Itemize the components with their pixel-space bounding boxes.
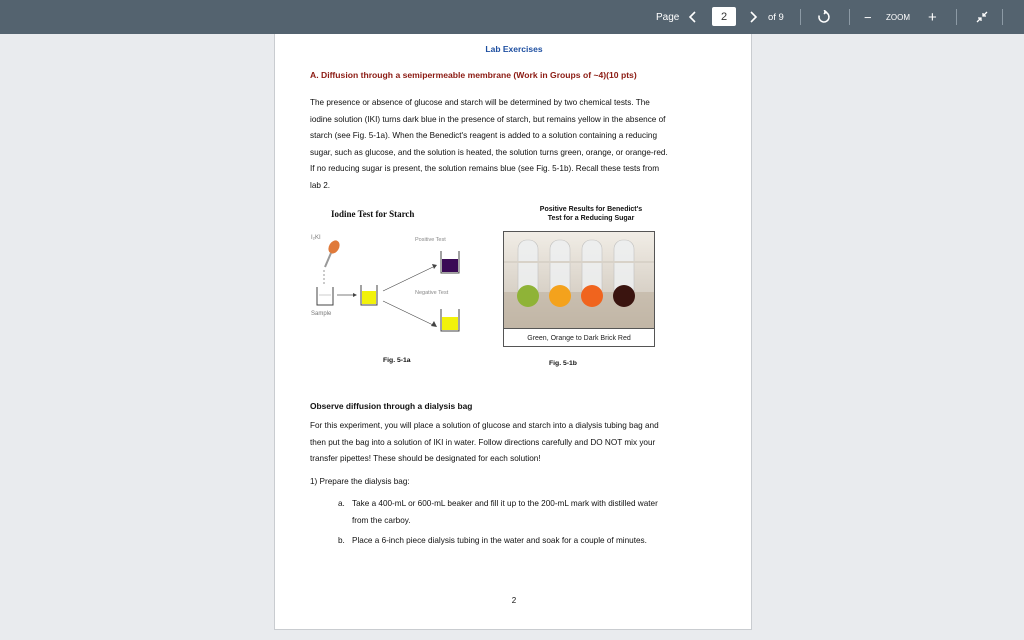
text-line: lab 2. <box>310 180 331 190</box>
toolbar-divider <box>800 9 801 25</box>
iki-label: I₂KI <box>311 235 321 241</box>
dropper-bulb <box>326 238 342 255</box>
zoom-out-button[interactable]: − <box>864 9 872 25</box>
orange-red-result <box>581 285 603 307</box>
negative-label: Negative Test <box>415 290 449 296</box>
text-line: from the carboy. <box>352 515 411 525</box>
step-a <box>352 496 732 529</box>
negative-yellow-fill <box>442 317 458 330</box>
chevron-right-icon <box>748 11 758 23</box>
text-line: If no reducing sugar is present, the solution remains blue (see Fig. 5-1b). Recall these tests from <box>310 164 660 174</box>
section-title: A. Diffusion through a semipermeable membrane (Work in Groups of ~4)(10 pts) <box>310 70 637 80</box>
observe-title: Observe diffusion through a dialysis bag <box>310 401 473 411</box>
benedicts-photo-frame <box>503 231 655 347</box>
next-page-button[interactable] <box>748 0 758 34</box>
viewer-toolbar <box>0 0 1024 34</box>
rotate-button[interactable] <box>817 0 831 34</box>
page-header: Lab Exercises <box>485 44 543 54</box>
observe-paragraph <box>310 418 730 468</box>
page-label: Page <box>656 11 680 23</box>
fig2-title <box>501 205 681 223</box>
zoom-label: ZOOM <box>886 12 910 22</box>
page-number: 2 <box>511 596 517 605</box>
text-line: sugar, such as glucose, and the solution is heated, the solution turns green, orange, or orange-red. <box>310 147 668 157</box>
collapse-icon <box>975 10 989 24</box>
text-line: then put the bag into a solution of IKI in water. Follow directions carefully and DO NOT mix your <box>310 437 656 447</box>
fig2-title-line: Test for a Reducing Sugar <box>547 215 635 222</box>
text-line: For this experiment, you will place a solution of glucose and starch into a dialysis tubing bag and <box>310 421 659 430</box>
step-a-marker: a. <box>338 499 345 508</box>
text-line: iodine solution (IKI) turns dark blue in the presence of starch, but remains yellow in the absence of <box>310 114 666 124</box>
page-count: of 9 <box>768 11 784 23</box>
step-b-marker: b. <box>338 536 345 545</box>
iodine-test-diagram <box>305 229 505 339</box>
exit-fullscreen-button[interactable] <box>975 0 989 34</box>
orange-result <box>549 285 571 307</box>
fig2-title-line: Positive Results for Benedict's <box>539 206 643 213</box>
step-1: 1) Prepare the dialysis bag: <box>310 477 410 486</box>
rotate-icon <box>817 10 831 24</box>
intro-paragraph <box>310 95 730 195</box>
document-page <box>274 34 752 630</box>
toolbar-divider <box>1002 9 1003 25</box>
sample-label: Sample <box>311 311 332 317</box>
benedicts-photo <box>504 232 654 328</box>
step-b: Place a 6-inch piece dialysis tubing in the water and soak for a couple of minutes. <box>352 536 647 545</box>
text-line: transfer pipettes! These should be designated for each solution! <box>310 454 541 464</box>
zoom-in-button[interactable]: + <box>928 8 937 26</box>
sample-beaker <box>317 287 333 305</box>
iodine-yellow-fill <box>362 291 376 304</box>
starch-purple-fill <box>442 259 458 272</box>
chevron-left-icon <box>688 11 698 23</box>
text-line: Take a 400-mL or 600-mL beaker and fill it up to the 200-mL mark with distilled water <box>352 499 658 508</box>
text-line: starch (see Fig. 5-1a). When the Benedict's reagent is added to a solution containing a reducing <box>310 131 658 141</box>
fig2-caption: Fig. 5-1b <box>549 360 577 367</box>
green-result <box>517 285 539 307</box>
fig1-caption: Fig. 5-1a <box>383 357 411 364</box>
positive-label: Positive Test <box>415 237 446 243</box>
benedicts-photo-caption: Green, Orange to Dark Brick Red <box>504 328 654 347</box>
brick-red-result <box>613 285 635 307</box>
page-number-input[interactable]: 2 <box>712 7 736 26</box>
dropper-tube <box>325 253 331 267</box>
toolbar-divider <box>956 9 957 25</box>
fig1-title: Iodine Test for Starch <box>331 209 415 219</box>
prev-page-button[interactable] <box>688 0 698 34</box>
toolbar-divider <box>849 9 850 25</box>
text-line: The presence or absence of glucose and starch will be determined by two chemical tests. The <box>310 98 650 107</box>
